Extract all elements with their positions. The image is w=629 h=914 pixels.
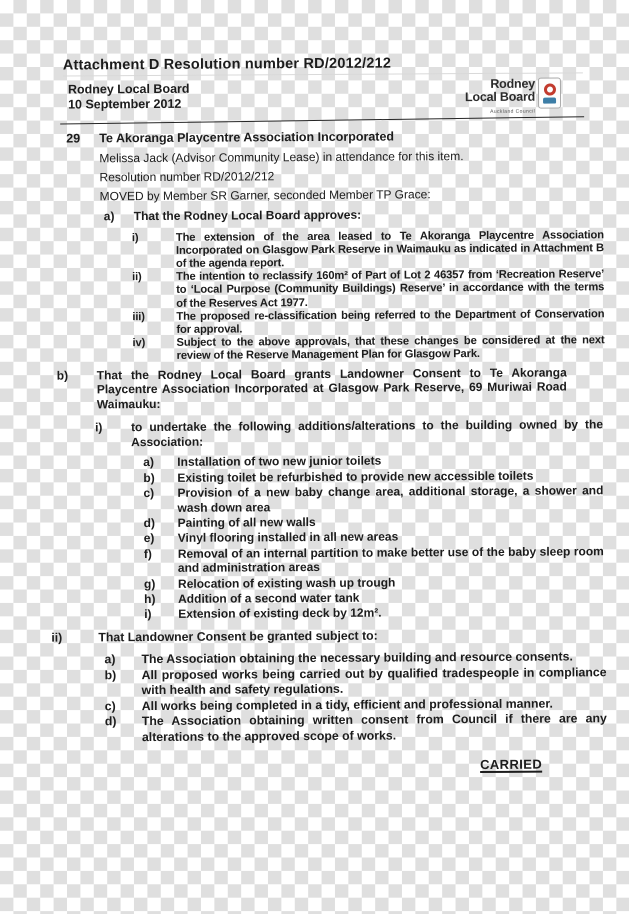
list-item-text: Removal of an internal partition to make better use of the baby sleep room and administration areas: [177, 543, 604, 576]
list-item-text: Extension of existing deck by 12m².: [178, 605, 382, 622]
clause-b-sub-i: [95, 418, 603, 451]
clause-b-sub-i-items: [143, 453, 604, 623]
list-item-text: Painting of all new walls: [177, 514, 316, 530]
list-item: [132, 334, 604, 363]
clause-a-label: a): [103, 209, 115, 224]
list-item-label: c): [104, 698, 116, 713]
blue-wave-icon: [543, 97, 556, 103]
list-item-text: The Association obtaining the necessary building and resource consents.: [141, 649, 573, 667]
agenda-item-heading: [66, 128, 627, 146]
list-item-label: ii): [132, 271, 142, 284]
carried-stamp: CARRIED: [480, 756, 543, 772]
moved-seconded-line: MOVED by Member SR Garner, seconded Member TP Grace:: [99, 187, 431, 204]
list-item-label: g): [143, 576, 156, 591]
list-item-label: h): [144, 591, 156, 607]
list-item-text: The intention to reclassify 160m² of Part of Lot 2 46357 from ‘Recreation Reserve’ to ‘Local Purpose (Community Buildings) Reserve’ in accordance with the terms of the Reserves Act 1977.: [176, 268, 605, 310]
list-item: [132, 229, 604, 271]
list-item-label: a): [143, 455, 154, 470]
clause-a-items: [132, 229, 605, 364]
resolution-number: Resolution number RD/2012/212: [99, 169, 275, 185]
logo-line2: Local Board: [464, 89, 536, 105]
list-item-label: d): [104, 714, 117, 729]
list-item: [143, 483, 603, 515]
list-item-label: f): [143, 546, 152, 561]
clause-a: [104, 206, 584, 223]
clause-b-sub-ii: [51, 628, 571, 646]
list-item-text: Addition of a second water tank: [178, 590, 360, 606]
list-item-text: Provision of a new baby change area, additional storage, a shower and wash down area: [177, 483, 604, 515]
list-item-label: i): [131, 231, 139, 244]
meeting-date: 10 September 2012: [68, 96, 182, 112]
list-item-text: Installation of two new junior toilets: [177, 453, 382, 470]
agenda-item-number: 29: [66, 131, 81, 146]
clause-b: [57, 365, 567, 412]
logo-tagline: Auckland Council: [490, 108, 536, 115]
attendance-note: Melissa Jack (Advisor Community Lease) in attendance for this item.: [99, 149, 464, 166]
logo-line1: Rodney: [490, 76, 535, 91]
list-item-label: b): [143, 470, 155, 485]
attachment-title: Attachment D Resolution number RD/2012/212: [62, 55, 392, 74]
list-item-text: Subject to the above approvals, that these changes be considered at the next review of the Reserve Management Plan for Glasgow Park.: [176, 334, 605, 363]
rodney-local-board-logo: [465, 77, 561, 119]
list-item-text: Vinyl flooring installed in all new areas: [177, 529, 399, 546]
list-item-text: The extension of the area leased to Te Akoranga Playcentre Association Incorporated on Glasgow Park Reserve in Waimauku as indicated in Attachment B of the agenda report.: [175, 228, 604, 270]
list-item-label: e): [143, 531, 155, 546]
list-item-label: a): [104, 652, 116, 667]
list-item-label: i): [144, 607, 152, 622]
list-item-label: iv): [132, 337, 146, 350]
clause-b-sub-ii-text: That Landowner Consent be granted subject to:: [98, 628, 378, 645]
list-item-text: The proposed re-classification being referred to the Department of Conservation for approval.: [176, 307, 605, 336]
list-item: [105, 712, 607, 745]
list-item-text: The Association obtaining written consent from Council if there are any alterations to the approved scope of works.: [141, 711, 607, 744]
list-item-text: All works being completed in a tidy, efficient and professional manner.: [141, 696, 553, 713]
agenda-item-title: Te Akoranga Playcentre Association Incorporated: [99, 129, 395, 146]
red-seal-icon: [543, 83, 555, 95]
board-name: Rodney Local Board: [67, 81, 190, 97]
list-item: [144, 544, 604, 576]
list-item-label: b): [104, 668, 117, 683]
clause-b-label: b): [56, 368, 69, 383]
clause-b-sub-i-label: i): [94, 420, 103, 435]
clause-b-sub-i-text: to undertake the following additions/alterations to the building owned by the Association:: [130, 417, 604, 450]
document-header: [0, 76, 627, 121]
list-item-label: d): [143, 515, 155, 531]
list-item: [105, 665, 607, 698]
clause-b-text: That the Rodney Local Board grants Landowner Consent to Te Akoranga Playcentre Association Incorporated at Glasgow Park Reserve, 69 Muriwai Road Waimauku:: [96, 364, 567, 412]
list-item: [132, 308, 604, 337]
clause-a-text: That the Rodney Local Board approves:: [133, 207, 362, 224]
list-item: [132, 268, 604, 310]
list-item-text: All proposed works being carried out by qualified tradespeople in compliance with health and safety regulations.: [141, 665, 607, 698]
list-item-text: Relocation of existing wash up trough: [177, 575, 396, 591]
list-item-label: iii): [132, 310, 145, 323]
list-item-label: c): [143, 485, 155, 500]
list-item: [144, 605, 604, 623]
clause-b-sub-ii-label: ii): [51, 630, 63, 645]
auckland-council-seal-icon: [538, 77, 561, 108]
logo-wordmark: [465, 78, 535, 119]
clause-b-sub-ii-items: [104, 649, 607, 745]
list-item-text: Existing toilet be refurbished to provide new accessible toilets: [177, 468, 534, 485]
